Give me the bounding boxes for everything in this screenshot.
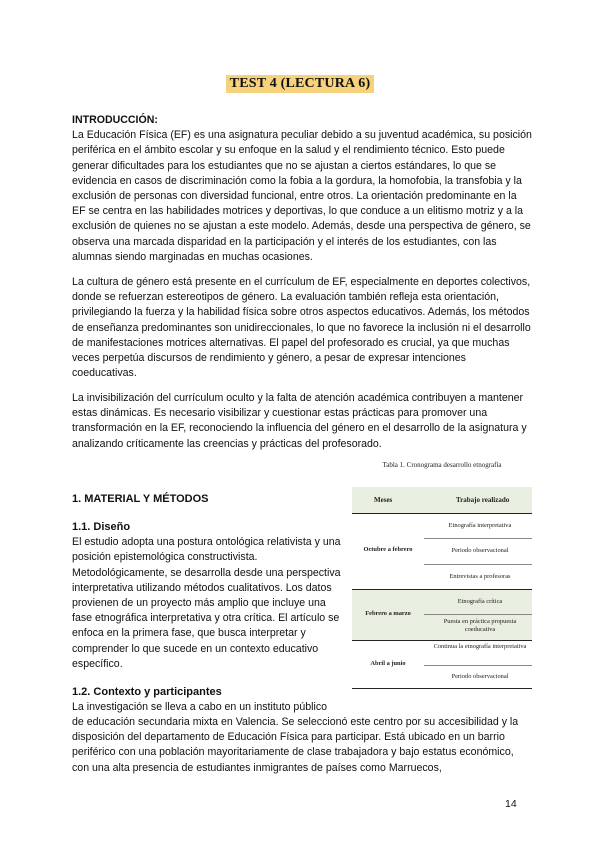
group3-month: Abril a junio	[370, 660, 406, 667]
table-subrule	[424, 538, 532, 539]
group1-task-1: Etnografía interpretativa	[448, 522, 512, 529]
intro-section	[72, 113, 532, 265]
intro-paragraph-3: La invisibilización del currículum oculto y la falta de atención académica contribuyen a mantener estas dinámicas. Es necesario visibilizar y cuestionar estas prácticas para promover una transformación en la EF, reconociendo la influencia del género en el desarrollo de la asignatura y analizando críticamente las creencias y prácticas del profesorado.	[72, 392, 527, 450]
table-group-1	[352, 514, 532, 589]
group2-month: Febrero a marzo	[365, 610, 411, 617]
group3-task-1: Continua la etnografía interpretativa	[433, 643, 527, 650]
context-text-left: La investigación se lleva a cabo en un instituto público	[72, 701, 328, 714]
table-subrule	[424, 564, 532, 565]
design-heading: 1.1. Diseño	[72, 521, 131, 533]
table-group-3	[352, 641, 532, 688]
group1-task-3: Entrevistas a profesoras	[449, 573, 511, 580]
title-wrap	[0, 74, 600, 93]
intro-paragraph-1: La Educación Física (EF) es una asignatura peculiar debido a su juventud académica, su posición periférica en el ámbito escolar y su enfoque en la salud y el rendimiento técnico. Esto puede generar dificultades para los estudiantes que no se ajustan a ciertos estándares, lo que se evidencia en casos de discriminación como la fobia a la gordura, la homofobia, la transfobia y la exclusión de personas con diversidad funcional, entre otros. La orientación predominante en la EF se centra en las habilidades motrices y deportivas, lo que conduce a un elitismo motriz y a la exclusión de quienes no se ajustan a este modelo. Además, desde una perspectiva de género, se observa una marcada disparidad en la participación y el interés de los estudiantes, con las alumnas siendo marginadas en muchas ocasiones.	[72, 129, 532, 263]
context-text-full: de educación secundaria mixta en Valencia. Se seleccionó este centro por su accesibilidad y la disposición del departamento de Educación Física para participar. Está ubicado en un barrio periférico con una población mayoritariamente de clase trabajadora y bajo estatus económico, con una alta presencia de estudiantes inmigrantes de países como Marruecos,	[72, 716, 519, 774]
context-text-full-block	[72, 715, 532, 776]
table-subrule	[424, 665, 532, 666]
schedule-table	[352, 487, 532, 689]
intro-paragraph-3-block	[72, 391, 532, 452]
group1-month: Octubre a febrero	[363, 546, 413, 553]
table-group-2	[352, 590, 532, 640]
intro-paragraph-2: La cultura de género está presente en el currículum de EF, especialmente en deportes colectivos, donde se refuerzan estereotipos de género. La evaluación también refleja esta orientación, privilegiando la fuerza y la habilidad física sobre otros aspectos educativos. Además, los métodos de enseñanza predominantes son unidireccionales, lo que no favorece la inclusión ni el desarrollo de manifestaciones motrices alternativas. El papel del profesorado es crucial, ya que muchas veces perpetúa discursos de rendimiento y género, a pesar de expresar intenciones coeducativas.	[72, 276, 531, 380]
page-number: 14	[505, 798, 517, 810]
table-rule	[352, 688, 532, 689]
header-months: Meses	[374, 496, 393, 504]
context-section	[72, 685, 342, 715]
table-subrule	[424, 614, 532, 615]
context-heading: 1.2. Contexto y participantes	[72, 686, 222, 698]
table-header	[352, 487, 532, 513]
intro-paragraph-2-block	[72, 275, 532, 381]
intro-heading: INTRODUCCIÓN:	[72, 114, 158, 126]
group3-task-2: Periodo observacional	[451, 673, 509, 680]
header-work: Trabajo realizado	[456, 496, 510, 504]
design-text: El estudio adopta una postura ontológica relativista y una posición epistemológica constructivista. Metodológicamente, se desarrolla desde una perspectiva interpretativa utilizando métodos cualitativos. Los datos provienen de un proyecto más amplio que incluye una fase etnográfica interpretativa y otra crítica. El artículo se enfoca en la primera fase, que busca interpretar y comprender lo que sucede en un contexto educativo específico.	[72, 536, 341, 670]
section1-heading: 1. MATERIAL Y MÉTODOS	[72, 493, 209, 505]
group1-task-2: Periodo observacional	[451, 547, 509, 554]
page-title: TEST 4 (LECTURA 6)	[226, 75, 375, 93]
group2-task-2: Puesta en práctica propuesta coeducativa	[443, 618, 517, 633]
design-section	[72, 520, 342, 672]
group2-task-1: Etnografía crítica	[457, 598, 503, 605]
table-caption: Tabla 1. Cronograma desarrollo etnografía	[382, 461, 502, 469]
